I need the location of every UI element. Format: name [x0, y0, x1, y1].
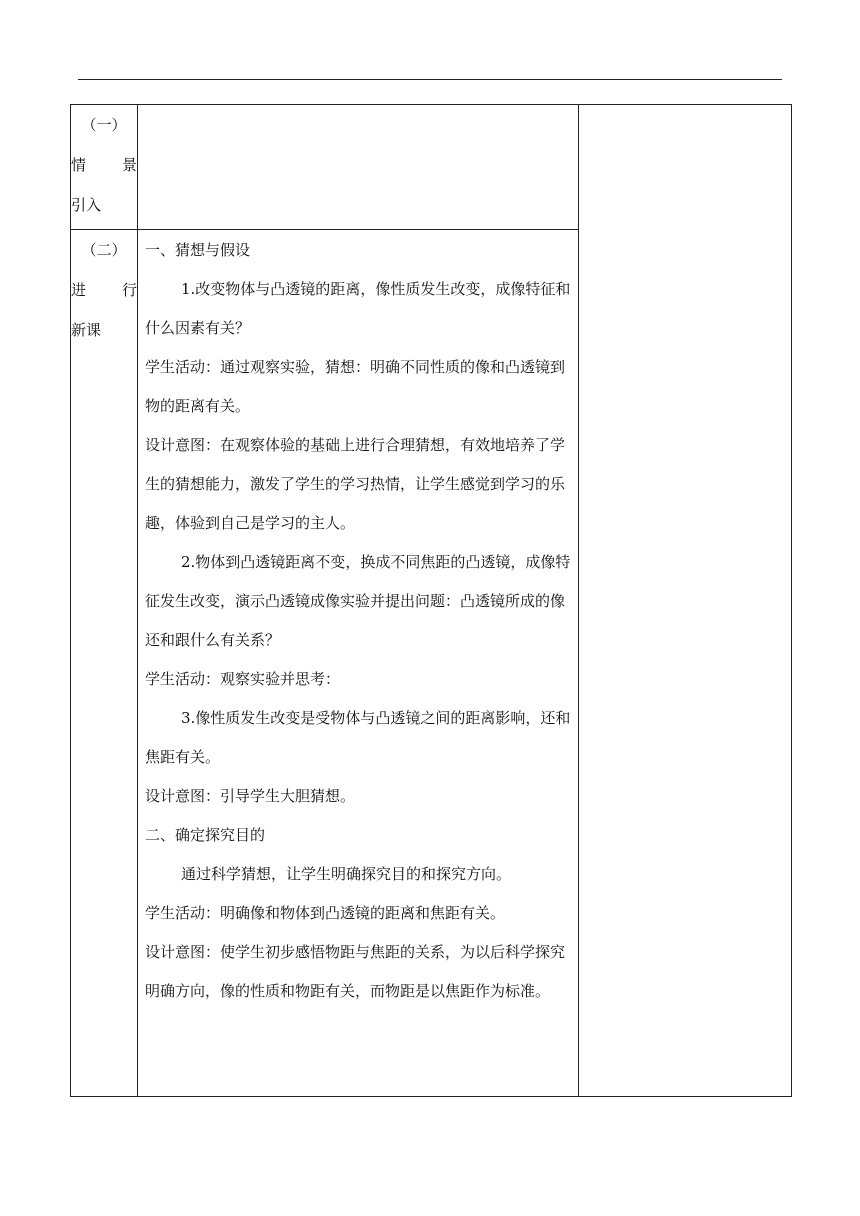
stage-label: 新课	[71, 321, 102, 339]
lesson-plan-table	[70, 104, 792, 1097]
paragraph: 1.改变物体与凸透镜的距离，像性质发生改变，成像特征和什么因素有关？	[145, 280, 571, 337]
paragraph: 通过科学猜想，让学生明确探究目的和探究方向。	[181, 865, 512, 883]
paragraph: 学生活动：观察实验并思考：	[145, 670, 341, 688]
paragraph: 学生活动：通过观察实验，猜想：明确不同性质的像和凸透镜到物的距离有关。	[145, 358, 566, 415]
content-cell-new-lesson	[138, 230, 579, 1097]
paragraph: 设计意图：使学生初步感悟物距与焦距的关系，为以后科学探究明确方向，像的性质和物距有关，而物距是以焦距作为标准。	[145, 943, 566, 1000]
paragraph: 一、猜想与假设	[145, 241, 251, 259]
notes-cell	[579, 105, 792, 1097]
stage-char: 行	[121, 281, 137, 299]
paragraph: 学生活动：明确像和物体到凸透镜的距离和焦距有关。	[145, 904, 506, 922]
stage-char: 进	[71, 281, 87, 299]
content-cell-intro	[138, 105, 579, 230]
stage-char: 景	[121, 156, 137, 174]
stage-cell-new-lesson	[71, 230, 138, 1097]
paragraph: 二、确定探究目的	[145, 826, 266, 844]
paragraph: 设计意图：在观察体验的基础上进行合理猜想，有效地培养了学生的猜想能力，激发了学生的学习热情，让学生感觉到学习的乐趣，体验到自己是学习的主人。	[145, 436, 566, 532]
header-rule	[78, 79, 782, 80]
stage-cell-intro	[71, 105, 138, 230]
stage-title-line	[71, 145, 137, 185]
stage-number: （二）	[81, 241, 127, 259]
paragraph: 3.像性质发生改变是受物体与凸透镜之间的距离影响，还和焦距有关。	[145, 709, 571, 766]
table-row-intro	[71, 105, 792, 230]
paragraph: 设计意图：引导学生大胆猜想。	[145, 787, 356, 805]
paragraph: 2.物体到凸透镜距离不变，换成不同焦距的凸透镜，成像特征发生改变，演示凸透镜成像实验并提出问题：凸透镜所成的像还和跟什么有关系？	[145, 553, 571, 649]
stage-char: 情	[71, 156, 87, 174]
stage-number: （一）	[81, 116, 127, 134]
stage-title-line	[71, 270, 137, 310]
stage-label: 引入	[71, 196, 102, 214]
